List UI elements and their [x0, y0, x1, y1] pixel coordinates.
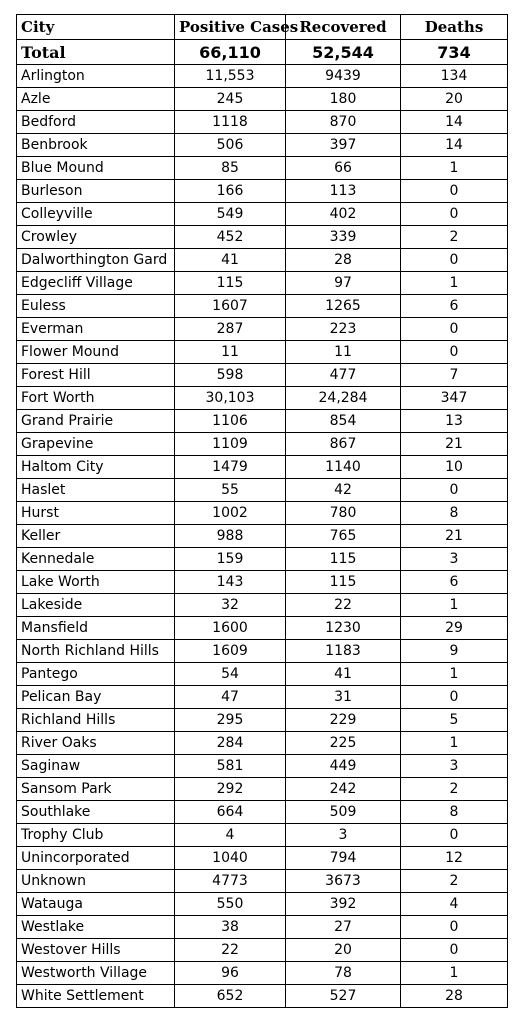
positive-cases-cell: 11	[175, 341, 286, 364]
city-name-cell: Westover Hills	[17, 939, 175, 962]
table-row	[17, 226, 508, 249]
table-row	[17, 847, 508, 870]
city-name-cell: Sansom Park	[17, 778, 175, 801]
covid-cases-table	[16, 14, 508, 1008]
deaths-cell: 3	[401, 548, 508, 571]
table-row	[17, 709, 508, 732]
city-name-cell: Southlake	[17, 801, 175, 824]
recovered-cell: 449	[286, 755, 401, 778]
deaths-cell: 3	[401, 755, 508, 778]
recovered-cell: 1183	[286, 640, 401, 663]
deaths-cell: 134	[401, 65, 508, 88]
positive-cases-cell: 550	[175, 893, 286, 916]
positive-cases-cell: 143	[175, 571, 286, 594]
city-name-cell: Westworth Village	[17, 962, 175, 985]
table-row	[17, 893, 508, 916]
city-name-cell: Bedford	[17, 111, 175, 134]
table-row	[17, 111, 508, 134]
city-name-cell: Keller	[17, 525, 175, 548]
deaths-cell: 6	[401, 571, 508, 594]
city-name-cell: Fort Worth	[17, 387, 175, 410]
recovered-cell: 28	[286, 249, 401, 272]
positive-cases-cell: 1609	[175, 640, 286, 663]
positive-cases-cell: 1607	[175, 295, 286, 318]
city-name-cell: Flower Mound	[17, 341, 175, 364]
city-name-cell: Mansfield	[17, 617, 175, 640]
table-row	[17, 916, 508, 939]
recovered-cell: 42	[286, 479, 401, 502]
positive-cases-cell: 652	[175, 985, 286, 1008]
positive-cases-cell: 22	[175, 939, 286, 962]
recovered-cell: 402	[286, 203, 401, 226]
city-column-header: City	[17, 15, 175, 40]
table-row	[17, 134, 508, 157]
city-name-cell: Burleson	[17, 180, 175, 203]
deaths-cell: 8	[401, 801, 508, 824]
deaths-cell: 6	[401, 295, 508, 318]
positive-cases-cell: 4	[175, 824, 286, 847]
city-name-cell: Trophy Club	[17, 824, 175, 847]
table-row	[17, 870, 508, 893]
city-name-cell: Kennedale	[17, 548, 175, 571]
positive-cases-cell: 115	[175, 272, 286, 295]
city-name-cell: Crowley	[17, 226, 175, 249]
deaths-cell: 20	[401, 88, 508, 111]
table-row	[17, 617, 508, 640]
table-row	[17, 433, 508, 456]
table-row	[17, 364, 508, 387]
city-name-cell: Dalworthington Gard	[17, 249, 175, 272]
recovered-cell: 1265	[286, 295, 401, 318]
positive-cases-cell: 549	[175, 203, 286, 226]
table-row	[17, 962, 508, 985]
recovered-cell: 115	[286, 548, 401, 571]
positive-cases-cell: 1040	[175, 847, 286, 870]
positive-cases-cell: 159	[175, 548, 286, 571]
city-name-cell: Westlake	[17, 916, 175, 939]
deaths-cell: 1	[401, 272, 508, 295]
recovered-cell: 24,284	[286, 387, 401, 410]
recovered-cell: 180	[286, 88, 401, 111]
recovered-cell: 397	[286, 134, 401, 157]
table-row	[17, 180, 508, 203]
table-row	[17, 755, 508, 778]
positive-cases-cell: 1118	[175, 111, 286, 134]
table-row	[17, 272, 508, 295]
city-name-cell: Lake Worth	[17, 571, 175, 594]
recovered-cell: 229	[286, 709, 401, 732]
deaths-cell: 28	[401, 985, 508, 1008]
positive-cases-cell: 1109	[175, 433, 286, 456]
table-row	[17, 502, 508, 525]
city-name-cell: Haltom City	[17, 456, 175, 479]
table-row	[17, 318, 508, 341]
city-name-cell: Grapevine	[17, 433, 175, 456]
table-row	[17, 203, 508, 226]
deaths-cell: 1	[401, 962, 508, 985]
deaths-cell: 13	[401, 410, 508, 433]
positive-cases-cell: 38	[175, 916, 286, 939]
recovered-cell: 78	[286, 962, 401, 985]
recovered-cell: 242	[286, 778, 401, 801]
recovered-cell: 794	[286, 847, 401, 870]
deaths-cell: 2	[401, 226, 508, 249]
recovered-cell: 11	[286, 341, 401, 364]
table-row	[17, 801, 508, 824]
positive-cases-cell: 452	[175, 226, 286, 249]
table-row	[17, 65, 508, 88]
deaths-cell: 10	[401, 456, 508, 479]
city-name-cell: Euless	[17, 295, 175, 318]
deaths-cell: 2	[401, 778, 508, 801]
positive-cases-cell: 295	[175, 709, 286, 732]
deaths-cell: 0	[401, 916, 508, 939]
city-name-cell: Blue Mound	[17, 157, 175, 180]
deaths-cell: 0	[401, 824, 508, 847]
recovered-cell: 3673	[286, 870, 401, 893]
table-row	[17, 824, 508, 847]
table-row	[17, 778, 508, 801]
positive-cases-cell: 1106	[175, 410, 286, 433]
deaths-cell: 21	[401, 433, 508, 456]
recovered-cell: 339	[286, 226, 401, 249]
city-name-cell: White Settlement	[17, 985, 175, 1008]
header-row	[17, 15, 508, 40]
deaths-cell: 9	[401, 640, 508, 663]
recovered-cell: 477	[286, 364, 401, 387]
city-name-cell: Arlington	[17, 65, 175, 88]
table-row	[17, 732, 508, 755]
city-name-cell: River Oaks	[17, 732, 175, 755]
table-row	[17, 686, 508, 709]
table-row	[17, 456, 508, 479]
deaths-cell: 2	[401, 870, 508, 893]
recovered-cell: 113	[286, 180, 401, 203]
recovered-cell: 527	[286, 985, 401, 1008]
positive-cases-cell: 11,553	[175, 65, 286, 88]
table-row	[17, 341, 508, 364]
positive-cases-cell: 30,103	[175, 387, 286, 410]
recovered-cell: 225	[286, 732, 401, 755]
total-label: Total	[17, 40, 175, 65]
city-name-cell: Edgecliff Village	[17, 272, 175, 295]
table-row	[17, 594, 508, 617]
positive-cases-cell: 287	[175, 318, 286, 341]
recovered-cell: 1230	[286, 617, 401, 640]
city-name-cell: Hurst	[17, 502, 175, 525]
recovered-cell: 223	[286, 318, 401, 341]
deaths-cell: 4	[401, 893, 508, 916]
deaths-cell: 0	[401, 939, 508, 962]
city-name-cell: Watauga	[17, 893, 175, 916]
total-positive-cases: 66,110	[175, 40, 286, 65]
positive-cases-cell: 284	[175, 732, 286, 755]
positive-cases-cell: 54	[175, 663, 286, 686]
recovered-cell: 509	[286, 801, 401, 824]
table-row	[17, 525, 508, 548]
positive-cases-cell: 4773	[175, 870, 286, 893]
city-name-cell: Pelican Bay	[17, 686, 175, 709]
recovered-cell: 870	[286, 111, 401, 134]
table-row	[17, 295, 508, 318]
deaths-cell: 21	[401, 525, 508, 548]
table-row	[17, 249, 508, 272]
city-name-cell: Benbrook	[17, 134, 175, 157]
positive-cases-cell: 581	[175, 755, 286, 778]
deaths-cell: 1	[401, 732, 508, 755]
city-name-cell: Richland Hills	[17, 709, 175, 732]
deaths-column-header: Deaths	[401, 15, 508, 40]
deaths-cell: 0	[401, 318, 508, 341]
recovered-cell: 115	[286, 571, 401, 594]
city-name-cell: Lakeside	[17, 594, 175, 617]
deaths-cell: 14	[401, 134, 508, 157]
deaths-cell: 1	[401, 157, 508, 180]
recovered-cell: 41	[286, 663, 401, 686]
table-row	[17, 640, 508, 663]
city-name-cell: Saginaw	[17, 755, 175, 778]
city-name-cell: North Richland Hills	[17, 640, 175, 663]
positive-cases-cell: 988	[175, 525, 286, 548]
city-name-cell: Colleyville	[17, 203, 175, 226]
recovered-cell: 1140	[286, 456, 401, 479]
city-name-cell: Azle	[17, 88, 175, 111]
deaths-cell: 12	[401, 847, 508, 870]
deaths-cell: 347	[401, 387, 508, 410]
recovered-cell: 20	[286, 939, 401, 962]
city-name-cell: Forest Hill	[17, 364, 175, 387]
deaths-cell: 0	[401, 203, 508, 226]
deaths-cell: 5	[401, 709, 508, 732]
table-row	[17, 387, 508, 410]
table-row	[17, 548, 508, 571]
table-row	[17, 571, 508, 594]
positive-cases-cell: 47	[175, 686, 286, 709]
deaths-cell: 1	[401, 594, 508, 617]
city-name-cell: Everman	[17, 318, 175, 341]
positive-cases-cell: 32	[175, 594, 286, 617]
city-name-cell: Grand Prairie	[17, 410, 175, 433]
total-row	[17, 40, 508, 65]
positive-cases-cell: 1479	[175, 456, 286, 479]
deaths-cell: 29	[401, 617, 508, 640]
deaths-cell: 14	[401, 111, 508, 134]
table-row	[17, 663, 508, 686]
recovered-cell: 392	[286, 893, 401, 916]
deaths-cell: 0	[401, 249, 508, 272]
recovered-cell: 22	[286, 594, 401, 617]
deaths-cell: 0	[401, 479, 508, 502]
table-row	[17, 157, 508, 180]
recovered-column-header: Recovered	[286, 15, 401, 40]
table-row	[17, 939, 508, 962]
recovered-cell: 3	[286, 824, 401, 847]
positive-cases-cell: 96	[175, 962, 286, 985]
positive-cases-cell: 1002	[175, 502, 286, 525]
deaths-cell: 0	[401, 180, 508, 203]
positive-cases-cell: 664	[175, 801, 286, 824]
recovered-cell: 66	[286, 157, 401, 180]
positive-cases-cell: 506	[175, 134, 286, 157]
deaths-cell: 0	[401, 341, 508, 364]
city-name-cell: Unknown	[17, 870, 175, 893]
city-name-cell: Unincorporated	[17, 847, 175, 870]
table-row	[17, 479, 508, 502]
positive-cases-cell: 55	[175, 479, 286, 502]
positive-cases-column-header: Positive Cases	[175, 15, 286, 40]
table-row	[17, 88, 508, 111]
positive-cases-cell: 166	[175, 180, 286, 203]
deaths-cell: 8	[401, 502, 508, 525]
recovered-cell: 765	[286, 525, 401, 548]
recovered-cell: 31	[286, 686, 401, 709]
table-row	[17, 985, 508, 1008]
recovered-cell: 9439	[286, 65, 401, 88]
positive-cases-cell: 598	[175, 364, 286, 387]
table-row	[17, 410, 508, 433]
deaths-cell: 7	[401, 364, 508, 387]
positive-cases-cell: 41	[175, 249, 286, 272]
recovered-cell: 97	[286, 272, 401, 295]
total-recovered: 52,544	[286, 40, 401, 65]
total-deaths: 734	[401, 40, 508, 65]
positive-cases-cell: 85	[175, 157, 286, 180]
positive-cases-cell: 292	[175, 778, 286, 801]
deaths-cell: 0	[401, 686, 508, 709]
positive-cases-cell: 1600	[175, 617, 286, 640]
recovered-cell: 780	[286, 502, 401, 525]
recovered-cell: 27	[286, 916, 401, 939]
positive-cases-cell: 245	[175, 88, 286, 111]
recovered-cell: 854	[286, 410, 401, 433]
city-name-cell: Pantego	[17, 663, 175, 686]
deaths-cell: 1	[401, 663, 508, 686]
recovered-cell: 867	[286, 433, 401, 456]
city-name-cell: Haslet	[17, 479, 175, 502]
